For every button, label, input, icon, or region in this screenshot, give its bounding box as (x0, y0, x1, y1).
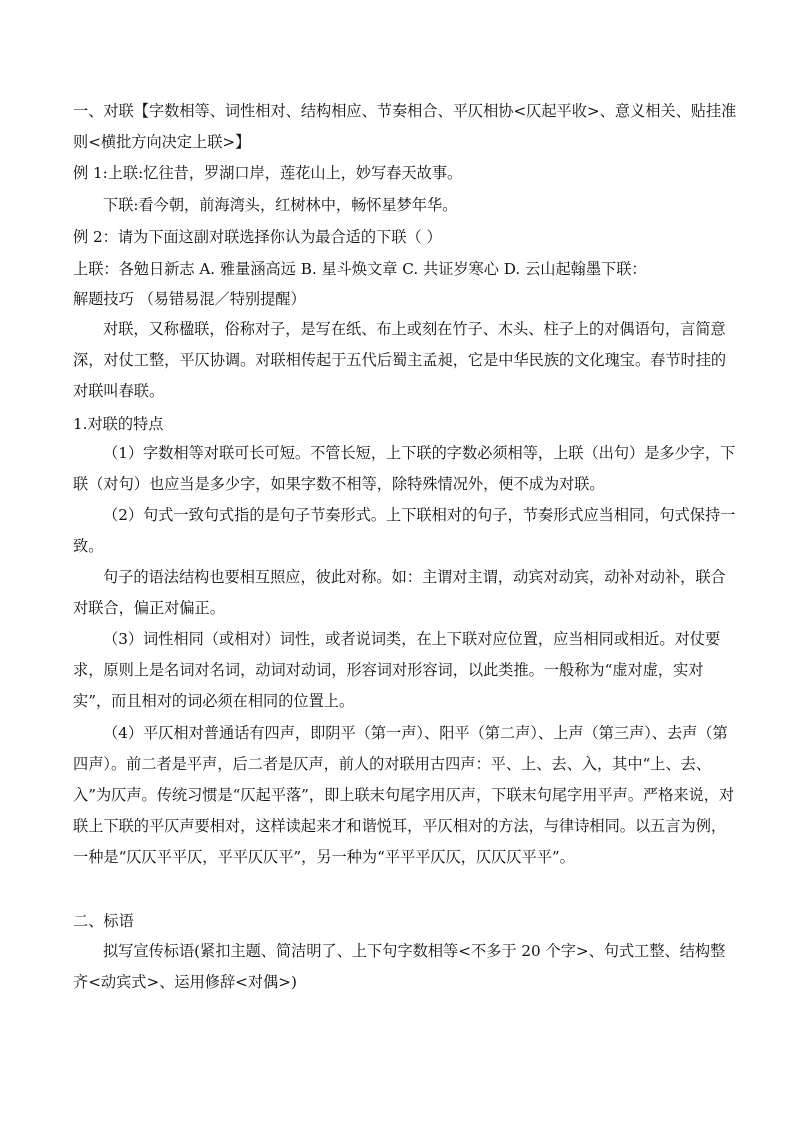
feature-2: （2）句式一致句式指的是句子节奏形式。上下联相对的句子，节奏形式应当相同，句式保持一致。 (73, 506, 736, 555)
section-2-heading: 二、标语 (73, 912, 134, 930)
section-1-heading: 一、对联【字数相等、词性相对、结构相应、节奏相合、平仄相协<仄起平收>、意义相关、贴挂准则<横批方向决定上联>】 (73, 102, 737, 151)
example-1-lower: 下联:看今朝，前海湾头，红树林中，畅怀星梦年华。 (103, 196, 458, 214)
feature-1: （1）字数相等对联可长可短。不管长短，上下联的字数必须相等，上联（出句）是多少字，下联（对句）也应当是多少字，如果字数不相等，除特殊情况外，便不成为对联。 (73, 444, 736, 493)
example-2-upper-options: 上联：各勉日新志 A. 雅量涵高远 B. 星斗焕文章 C. 共证岁寒心 D. 云山起翰墨下联： (73, 260, 647, 278)
example-1-upper: 例 1:上联:忆往昔，罗湖口岸，莲花山上，妙写春天故事。 (73, 164, 463, 182)
example-2-question: 例 2：请为下面这副对联选择你认为最合适的下联（ ） (73, 228, 442, 246)
intro-paragraph: 对联，又称楹联，俗称对子，是写在纸、布上或刻在竹子、木头、柱子上的对偶语句，言简意深，对仗工整，平仄协调。对联相传起于五代后蜀主孟昶，它是中华民族的文化瑰宝。春节时挂的对联叫春联。 (73, 320, 727, 400)
tips-label: 解题技巧 （易错易混／特别提醒） (73, 290, 306, 308)
section-2-body: 拟写宣传标语(紧扣主题、简洁明了、上下句字数相等<不多于 20 个字>、句式工整、结构整齐<动宾式>、运用修辞<对偶>) (73, 942, 726, 991)
feature-2-detail: 句子的语法结构也要相互照应，彼此对称。如：主谓对主谓，动宾对动宾，动补对动补，联合对联合，偏正对偏正。 (73, 568, 726, 617)
subheading-features: 1.对联的特点 (73, 415, 164, 433)
feature-3: （3）词性相同（或相对）词性，或者说词类，在上下联对应位置，应当相同或相近。对仗要求，原则上是名词对名词，动词对动词，形容词对形容词，以此类推。一般称为“虚对虚，实对实”，而且相对的词必须在相同的位置上。 (73, 630, 721, 710)
feature-4: （4）平仄相对普通话有四声，即阴平（第一声）、阳平（第二声）、上声（第三声）、去声（第四声）。前二者是平声，后二者是仄声，前人的对联用古四声：平、上、去、入，其中“上、去、入”为仄声。传统习惯是“仄起平落”，即上联末句尾字用仄声，下联末句尾字用平声。严格来说，对联上下联的平仄声要相对，这样读起来才和谐悦耳，平仄相对的方法，与律诗相同。以五言为例，一种是“仄仄平平仄，平平仄仄平”，另一种为“平平平仄仄，仄仄仄平平”。 (73, 724, 735, 866)
